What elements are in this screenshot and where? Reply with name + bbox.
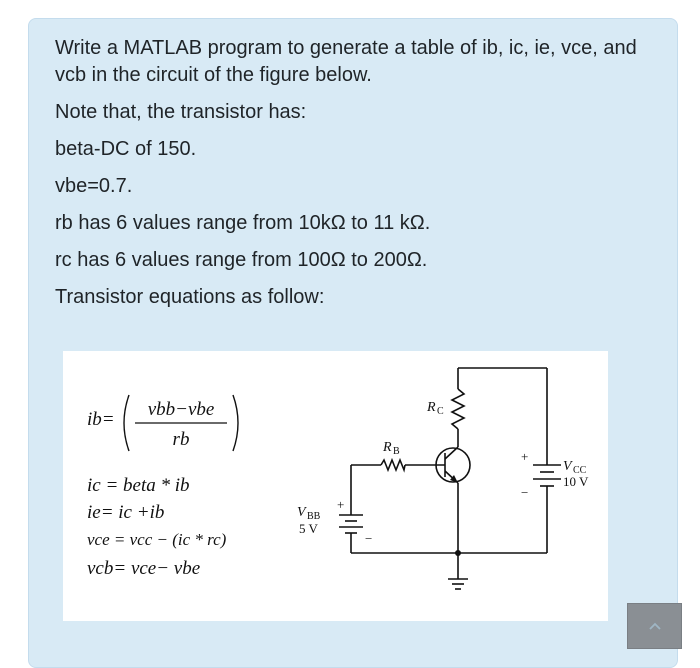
eq-vcb: vcb= vce− vbe	[87, 558, 201, 579]
label-vbb-value: 5 V	[299, 521, 318, 536]
eq-ib-numerator: vbb−vbe	[147, 399, 215, 420]
eq-ib-denominator: rb	[172, 429, 190, 450]
plus-vbb: +	[337, 497, 345, 512]
eq-ic: ic = beta * ib	[87, 475, 190, 496]
label-vcc-sub: CC	[573, 465, 587, 476]
question-line-3: beta-DC of 150.	[55, 138, 197, 160]
chevron-up-icon	[648, 621, 662, 631]
circuit-schematic	[293, 351, 603, 621]
label-rc: R	[427, 400, 436, 415]
question-line-4: vbe=0.7.	[55, 175, 133, 197]
eq-ie: ie= ic +ib	[87, 502, 165, 523]
question-line-1: Write a MATLAB program to generate a table of ib, ic, ie, vce, and vcb in the circuit of the figure below.	[55, 37, 637, 86]
plus-vcc: +	[521, 449, 529, 464]
eq-ib-lhs: ib=	[87, 409, 115, 430]
resistor-rc	[452, 389, 464, 429]
eq-vce: vce = vcc − (ic * rc)	[87, 530, 227, 549]
eq-ib-fraction	[121, 391, 241, 455]
minus-vcc: −	[521, 485, 529, 500]
question-line-7: Transistor equations as follow:	[55, 286, 325, 308]
label-vbb: V	[297, 505, 306, 520]
label-vcc-value: 10 V	[563, 474, 589, 489]
question-text	[55, 35, 655, 321]
scroll-up-button[interactable]	[627, 603, 682, 649]
resistor-rb	[381, 460, 405, 470]
question-card	[28, 18, 678, 668]
label-vcc: V	[563, 459, 572, 474]
question-line-2: Note that, the transistor has:	[55, 101, 307, 123]
question-line-5: rb has 6 values range from 10kΩ to 11 kΩ.	[55, 212, 431, 234]
circuit-figure	[63, 351, 608, 621]
label-rb: R	[383, 440, 392, 455]
label-rb-sub: B	[393, 446, 400, 457]
label-vbb-sub: BB	[307, 511, 321, 522]
label-rc-sub: C	[437, 406, 444, 417]
question-line-6: rc has 6 values range from 100Ω to 200Ω.	[55, 249, 428, 271]
minus-vbb: −	[365, 531, 373, 546]
